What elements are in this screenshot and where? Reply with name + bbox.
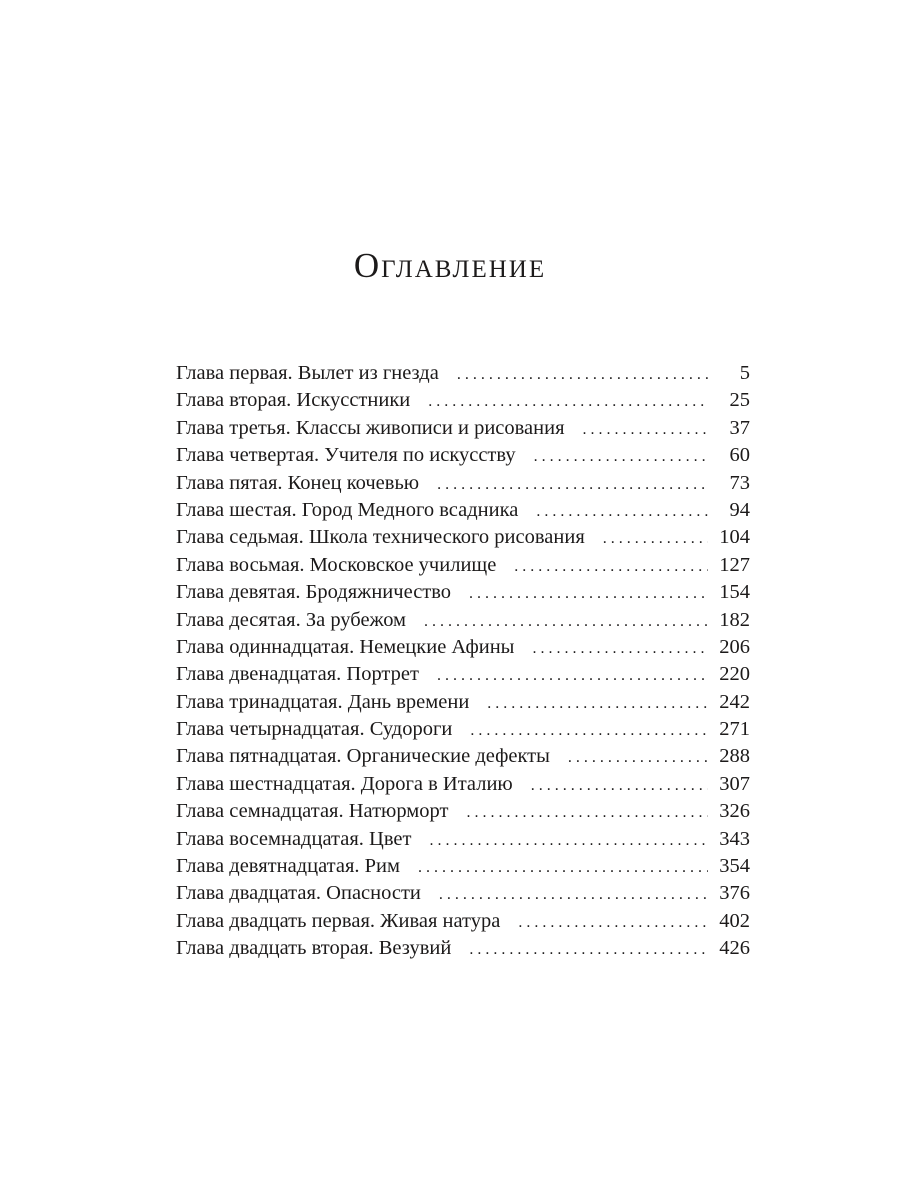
toc-entry-page: 354 [719,855,750,878]
toc-entry-page: 206 [719,635,750,658]
toc-entry-page: 127 [719,553,750,576]
toc-entry-label: Глава десятая. За рубежом [176,608,407,631]
dot-leader [583,416,708,443]
dot-leader [536,498,708,525]
toc-entry-label: Глава пятнадцатая. Органические дефекты [176,745,550,768]
toc-entry [176,880,750,907]
toc-entry [176,798,750,825]
dot-leader [439,881,708,908]
toc-list [176,360,750,963]
toc-entry-label: Глава двенадцатая. Портрет [176,663,419,686]
toc-entry-label: Глава девятнадцатая. Рим [176,855,400,878]
toc-title: Оглавление [353,246,547,285]
dot-leader [531,772,708,799]
toc-entry [176,442,750,469]
toc-entry-page: 402 [719,909,750,932]
toc-entry-label: Глава седьмая. Школа технического рисования [176,526,585,549]
toc-entry [176,935,750,962]
toc-entry-page: 104 [719,526,750,549]
toc-entry-label: Глава тринадцатая. Дань времени [176,690,470,713]
toc-entry [176,634,750,661]
toc-entry-label: Глава двадцатая. Опасности [176,882,421,905]
toc-entry [176,826,750,853]
toc-entry-label: Глава двадцать вторая. Везувий [176,937,452,960]
dot-leader [428,388,708,415]
toc-entry-page: 60 [729,444,750,467]
toc-entry-page: 326 [719,800,750,823]
toc-entry [176,716,750,743]
toc-entry-page: 220 [719,663,750,686]
toc-entry-label: Глава третья. Классы живописи и рисования [176,416,565,439]
dot-leader [429,827,708,854]
dot-leader [514,553,708,580]
toc-entry-label: Глава восемнадцатая. Цвет [176,827,412,850]
toc-entry-label: Глава четвертая. Учителя по искусству [176,444,516,467]
dot-leader [469,580,708,607]
toc-entry-page: 242 [719,690,750,713]
toc-entry [176,387,750,414]
toc-entry [176,853,750,880]
toc-entry-page: 307 [719,772,750,795]
toc-entry-page: 343 [719,827,750,850]
toc-entry [176,470,750,497]
dot-leader [470,717,708,744]
dot-leader [418,854,708,881]
toc-entry-label: Глава шестнадцатая. Дорога в Италию [176,772,513,795]
dot-leader [568,744,708,771]
toc-entry [176,689,750,716]
toc-entry-page: 73 [729,471,750,494]
toc-entry-label: Глава девятая. Бродяжничество [176,581,452,604]
toc-entry [176,661,750,688]
toc-entry-page: 376 [719,882,750,905]
toc-entry-label: Глава первая. Вылет из гнезда [176,362,439,384]
toc-entry-label: Глава шестая. Город Медного всадника [176,498,519,521]
toc-entry [176,579,750,606]
toc-entry-page: 37 [729,416,750,439]
dot-leader [437,471,708,498]
dot-leader [603,525,708,552]
toc-entry-page: 288 [719,745,750,768]
toc-entry-label: Глава вторая. Искусстники [176,389,411,412]
toc-entry [176,743,750,770]
dot-leader [437,662,708,689]
toc-entry-page: 182 [719,608,750,631]
toc-entry-label: Глава семнадцатая. Натюрморт [176,800,449,823]
toc-entry [176,497,750,524]
dot-leader [457,361,708,388]
toc-entry [176,771,750,798]
dot-leader [534,443,708,470]
toc-entry-label: Глава четырнадцатая. Судороги [176,718,453,741]
toc-entry-page: 25 [729,389,750,412]
dot-leader [487,690,708,717]
toc-entry-page: 271 [719,718,750,741]
toc-entry-page: 426 [719,937,750,960]
dot-leader [532,635,708,662]
toc-entry-label: Глава восьмая. Московское училище [176,553,497,576]
toc-entry-label: Глава двадцать первая. Живая натура [176,909,501,932]
toc-entry [176,524,750,551]
toc-entry-page: 94 [729,498,750,521]
toc-entry [176,552,750,579]
dot-leader [518,909,708,936]
toc-entry-page: 5 [739,362,750,384]
toc-entry-label: Глава одиннадцатая. Немецкие Афины [176,635,515,658]
dot-leader [466,799,708,826]
toc-entry [176,607,750,634]
toc-entry-page: 154 [719,581,750,604]
dot-leader [469,936,708,963]
toc-entry [176,908,750,935]
toc-entry [176,415,750,442]
toc-entry [176,360,750,387]
toc-entry-label: Глава пятая. Конец кочевью [176,471,420,494]
dot-leader [424,608,708,635]
